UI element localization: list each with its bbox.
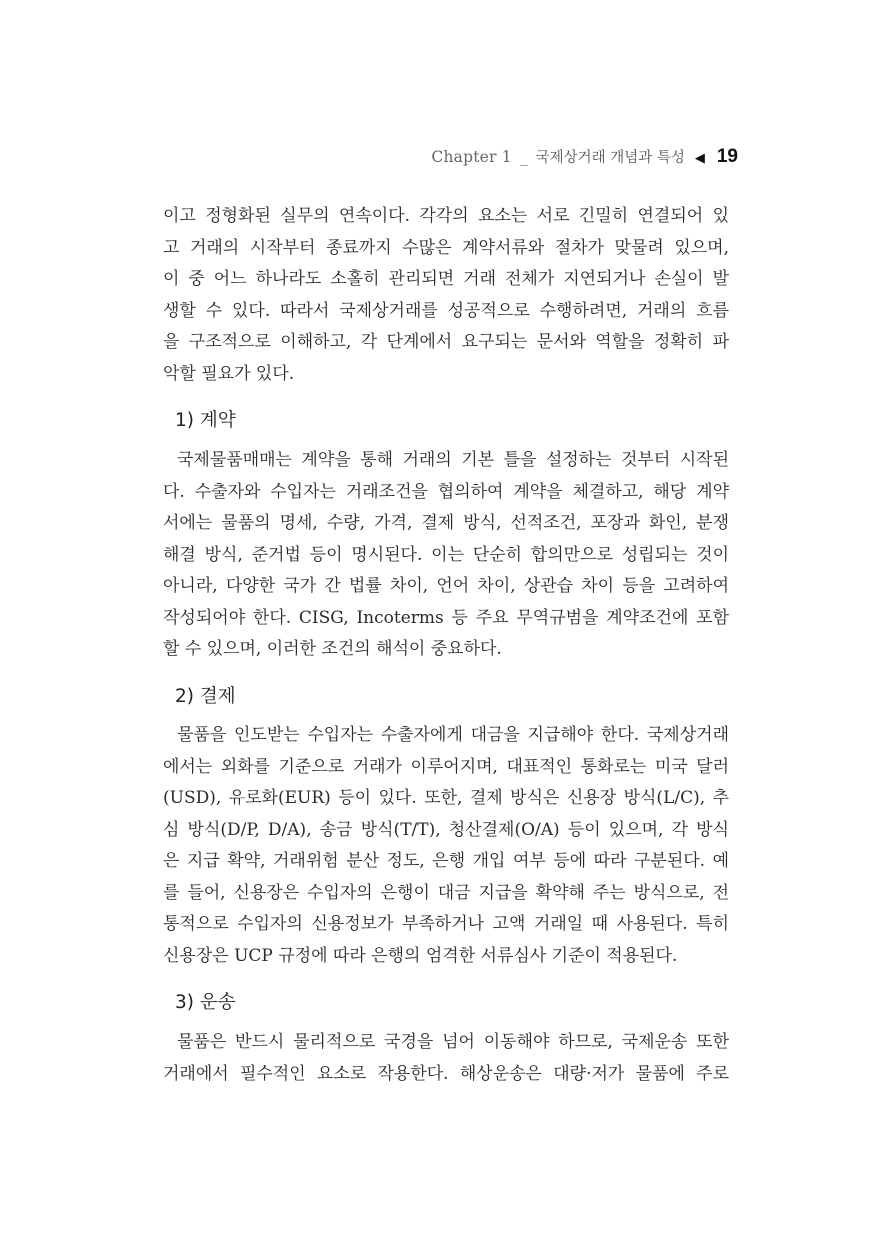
section-heading-payment: 2) 결제 [175, 686, 236, 707]
text-line: 을 구조적으로 이해하고, 각 단계에서 요구되는 문서와 역할을 정확히 파 [163, 332, 729, 352]
running-header [431, 146, 738, 168]
section-heading-contract: 1) 계약 [175, 410, 236, 431]
chapter-label: Chapter 1 [431, 148, 512, 166]
text-line: 심 방식(D/P, D/A), 송금 방식(T/T), 청산결제(O/A) 등이 있으며, 각 방식 [163, 819, 729, 840]
text-line: 악할 필요가 있다. [163, 363, 295, 384]
text-line: 거래에서 필수적인 요소로 작용한다. 해상운송은 대량·저가 물품에 주로 [163, 1063, 729, 1084]
text-line: 은 지급 확약, 거래위험 분산 정도, 은행 개입 여부 등에 따라 구분된다. 예 [163, 851, 729, 871]
text-line: 아니라, 다양한 국가 간 법률 차이, 언어 차이, 상관습 차이 등을 고려하여 [163, 576, 729, 596]
section-heading-transport: 3) 운송 [175, 992, 236, 1013]
text-line: 통적으로 수입자의 신용정보가 부족하거나 고액 거래일 때 사용된다. 특히 [163, 914, 729, 934]
page-number: 19 [716, 146, 738, 167]
intro-paragraph [163, 201, 729, 390]
text-line: 이 중 어느 하나라도 소홀히 관리되면 거래 전체가 지연되거나 손실이 발 [163, 269, 729, 289]
section-paragraph-transport [163, 1027, 729, 1090]
text-line: 이고 정형화된 실무의 연속이다. 각각의 요소는 서로 긴밀히 연결되어 있 [163, 206, 729, 226]
text-line: 고 거래의 시작부터 종료까지 수많은 계약서류와 절차가 맞물려 있으며, [163, 237, 729, 258]
text-line: 할 수 있으며, 이러한 조건의 해석이 중요하다. [163, 639, 502, 659]
text-line: 생할 수 있다. 따라서 국제상거래를 성공적으로 수행하려면, 거래의 흐름 [163, 300, 729, 321]
header-separator: _ [519, 148, 528, 166]
section-paragraph-contract [163, 445, 729, 666]
text-line: 물품은 반드시 물리적으로 국경을 넘어 이동해야 하므로, 국제운송 또한 [177, 1032, 729, 1052]
section-paragraph-payment [163, 720, 729, 972]
text-line: 국제물품매매는 계약을 통해 거래의 기본 틀을 설정하는 것부터 시작된 [177, 450, 729, 470]
text-line: 해결 방식, 준거법 등이 명시된다. 이는 단순히 합의만으로 성립되는 것이 [163, 544, 729, 565]
left-triangle-icon: ◀ [694, 151, 705, 166]
text-line: 서에는 물품의 명세, 수량, 가격, 결제 방식, 선적조건, 포장과 화인, 분쟁 [163, 513, 729, 533]
chapter-title: 국제상거래 개념과 특성 [535, 150, 685, 166]
text-line: 물품을 인도받는 수입자는 수출자에게 대금을 지급해야 한다. 국제상거래 [177, 725, 729, 745]
text-line: 다. 수출자와 수입자는 거래조건을 협의하여 계약을 체결하고, 해당 계약 [163, 481, 729, 502]
text-line: 신용장은 UCP 규정에 따라 은행의 엄격한 서류심사 기준이 적용된다. [163, 945, 678, 966]
text-line: 작성되어야 한다. CISG, Incoterms 등 주요 무역규범을 계약조건에 포함 [163, 607, 729, 628]
text-line: (USD), 유로화(EUR) 등이 있다. 또한, 결제 방식은 신용장 방식(L/C), 추 [163, 788, 729, 808]
text-line: 를 들어, 신용장은 수입자의 은행이 대금 지급을 확약해 주는 방식으로, 전 [163, 882, 729, 903]
text-line: 에서는 외화를 기준으로 거래가 이루어지며, 대표적인 통화로는 미국 달러 [163, 756, 729, 777]
